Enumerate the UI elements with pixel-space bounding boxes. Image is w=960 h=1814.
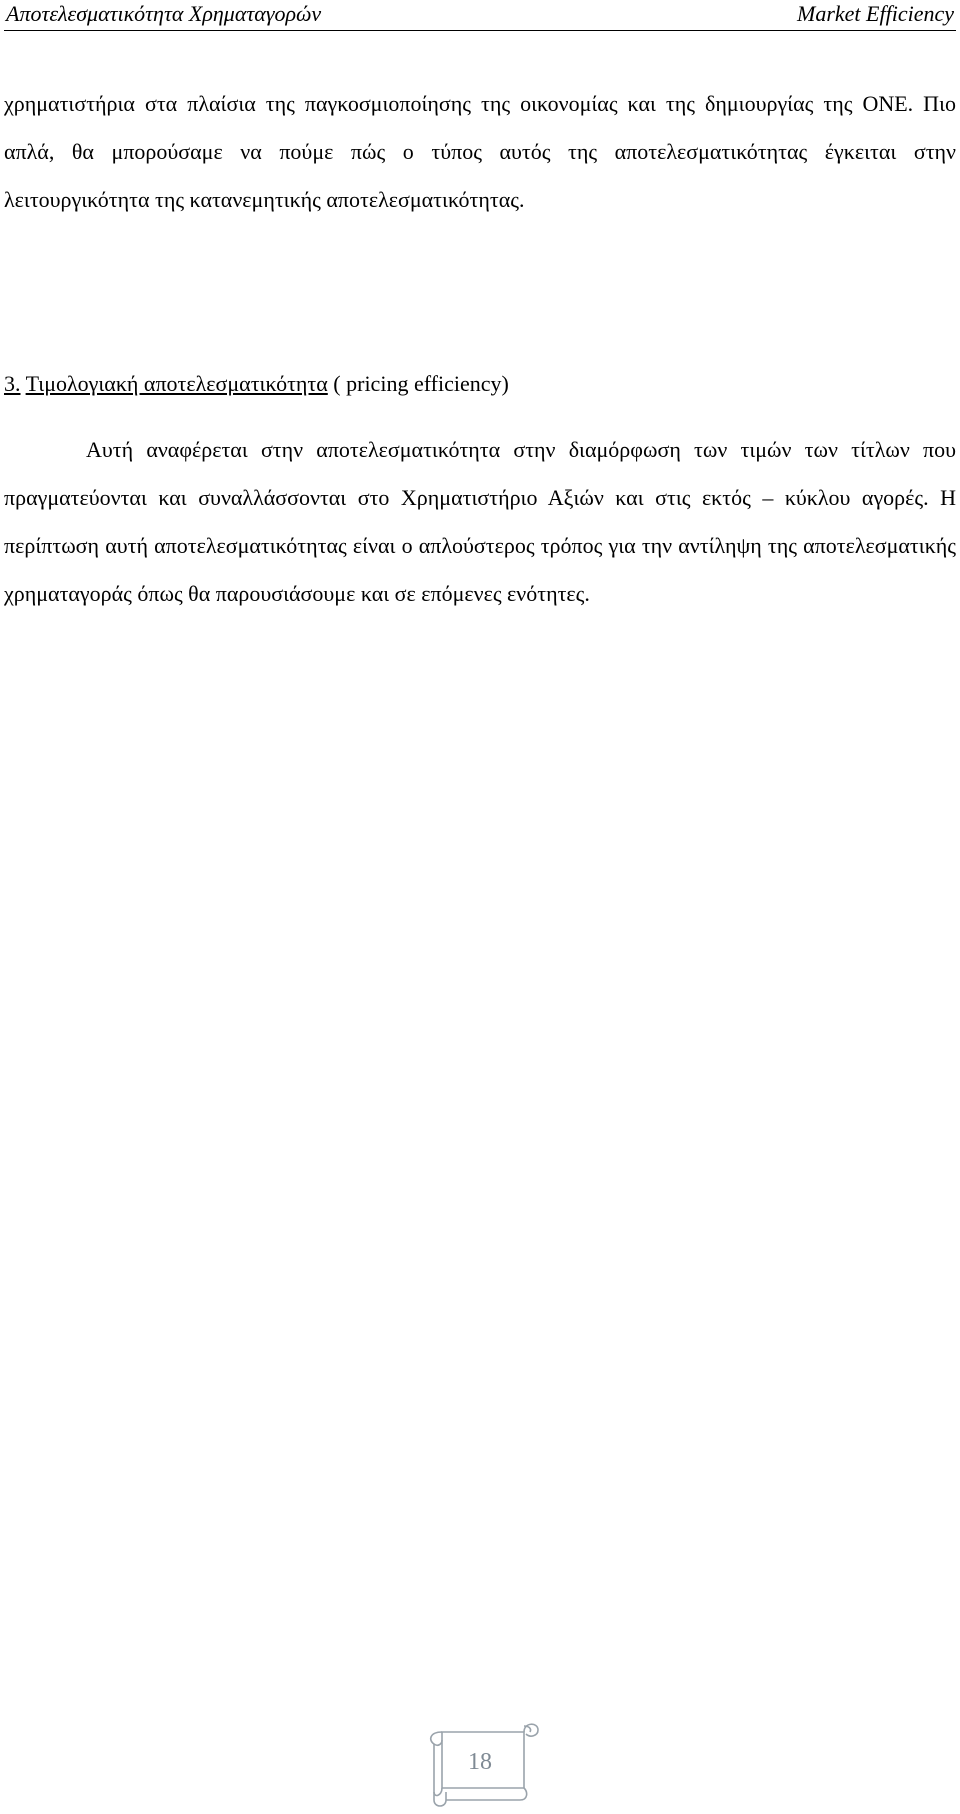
header-title-greek: Αποτελεσματικότητα Χρηματαγορών [6, 1, 322, 26]
section-title: Τιμολογιακή αποτελεσματικότητα [25, 371, 328, 396]
section-heading [4, 360, 956, 408]
body-paragraph-2: Αυτή αναφέρεται στην αποτελεσματικότητα στην διαμόρφωση των τιμών των τίτλων που πραγματεύονται και συναλλάσσονται στο Χρηματιστήριο Αξιών και στις εκτός – κύκλου αγορές. Η περίπτωση αυτή αποτελεσματικότητας είναι ο απλούστερος τρόπος για την αντίληψη της αποτελεσματικής χρηματαγοράς όπως θα παρουσιάσουμε και σε επόμενες ενότητες. [4, 437, 956, 606]
section-number: 3. [4, 371, 21, 396]
page-header [4, 0, 956, 31]
body-paragraph-1: χρηματιστήρια στα πλαίσια της παγκοσμιοποίησης της οικονομίας και της δημιουργίας της ΟΝΕ. Πιο απλά, θα μπορούσαμε να πούμε πώς ο τύπος αυτός της αποτελεσματικότητας έγκειται στην λειτουργικότητα της κατανεμητικής αποτελεσματικότητας. [4, 91, 956, 212]
page-number: 18 [468, 1749, 492, 1775]
section-subtitle: ( pricing efficiency) [333, 371, 509, 396]
header-title-english: Market Efficiency [797, 1, 954, 26]
